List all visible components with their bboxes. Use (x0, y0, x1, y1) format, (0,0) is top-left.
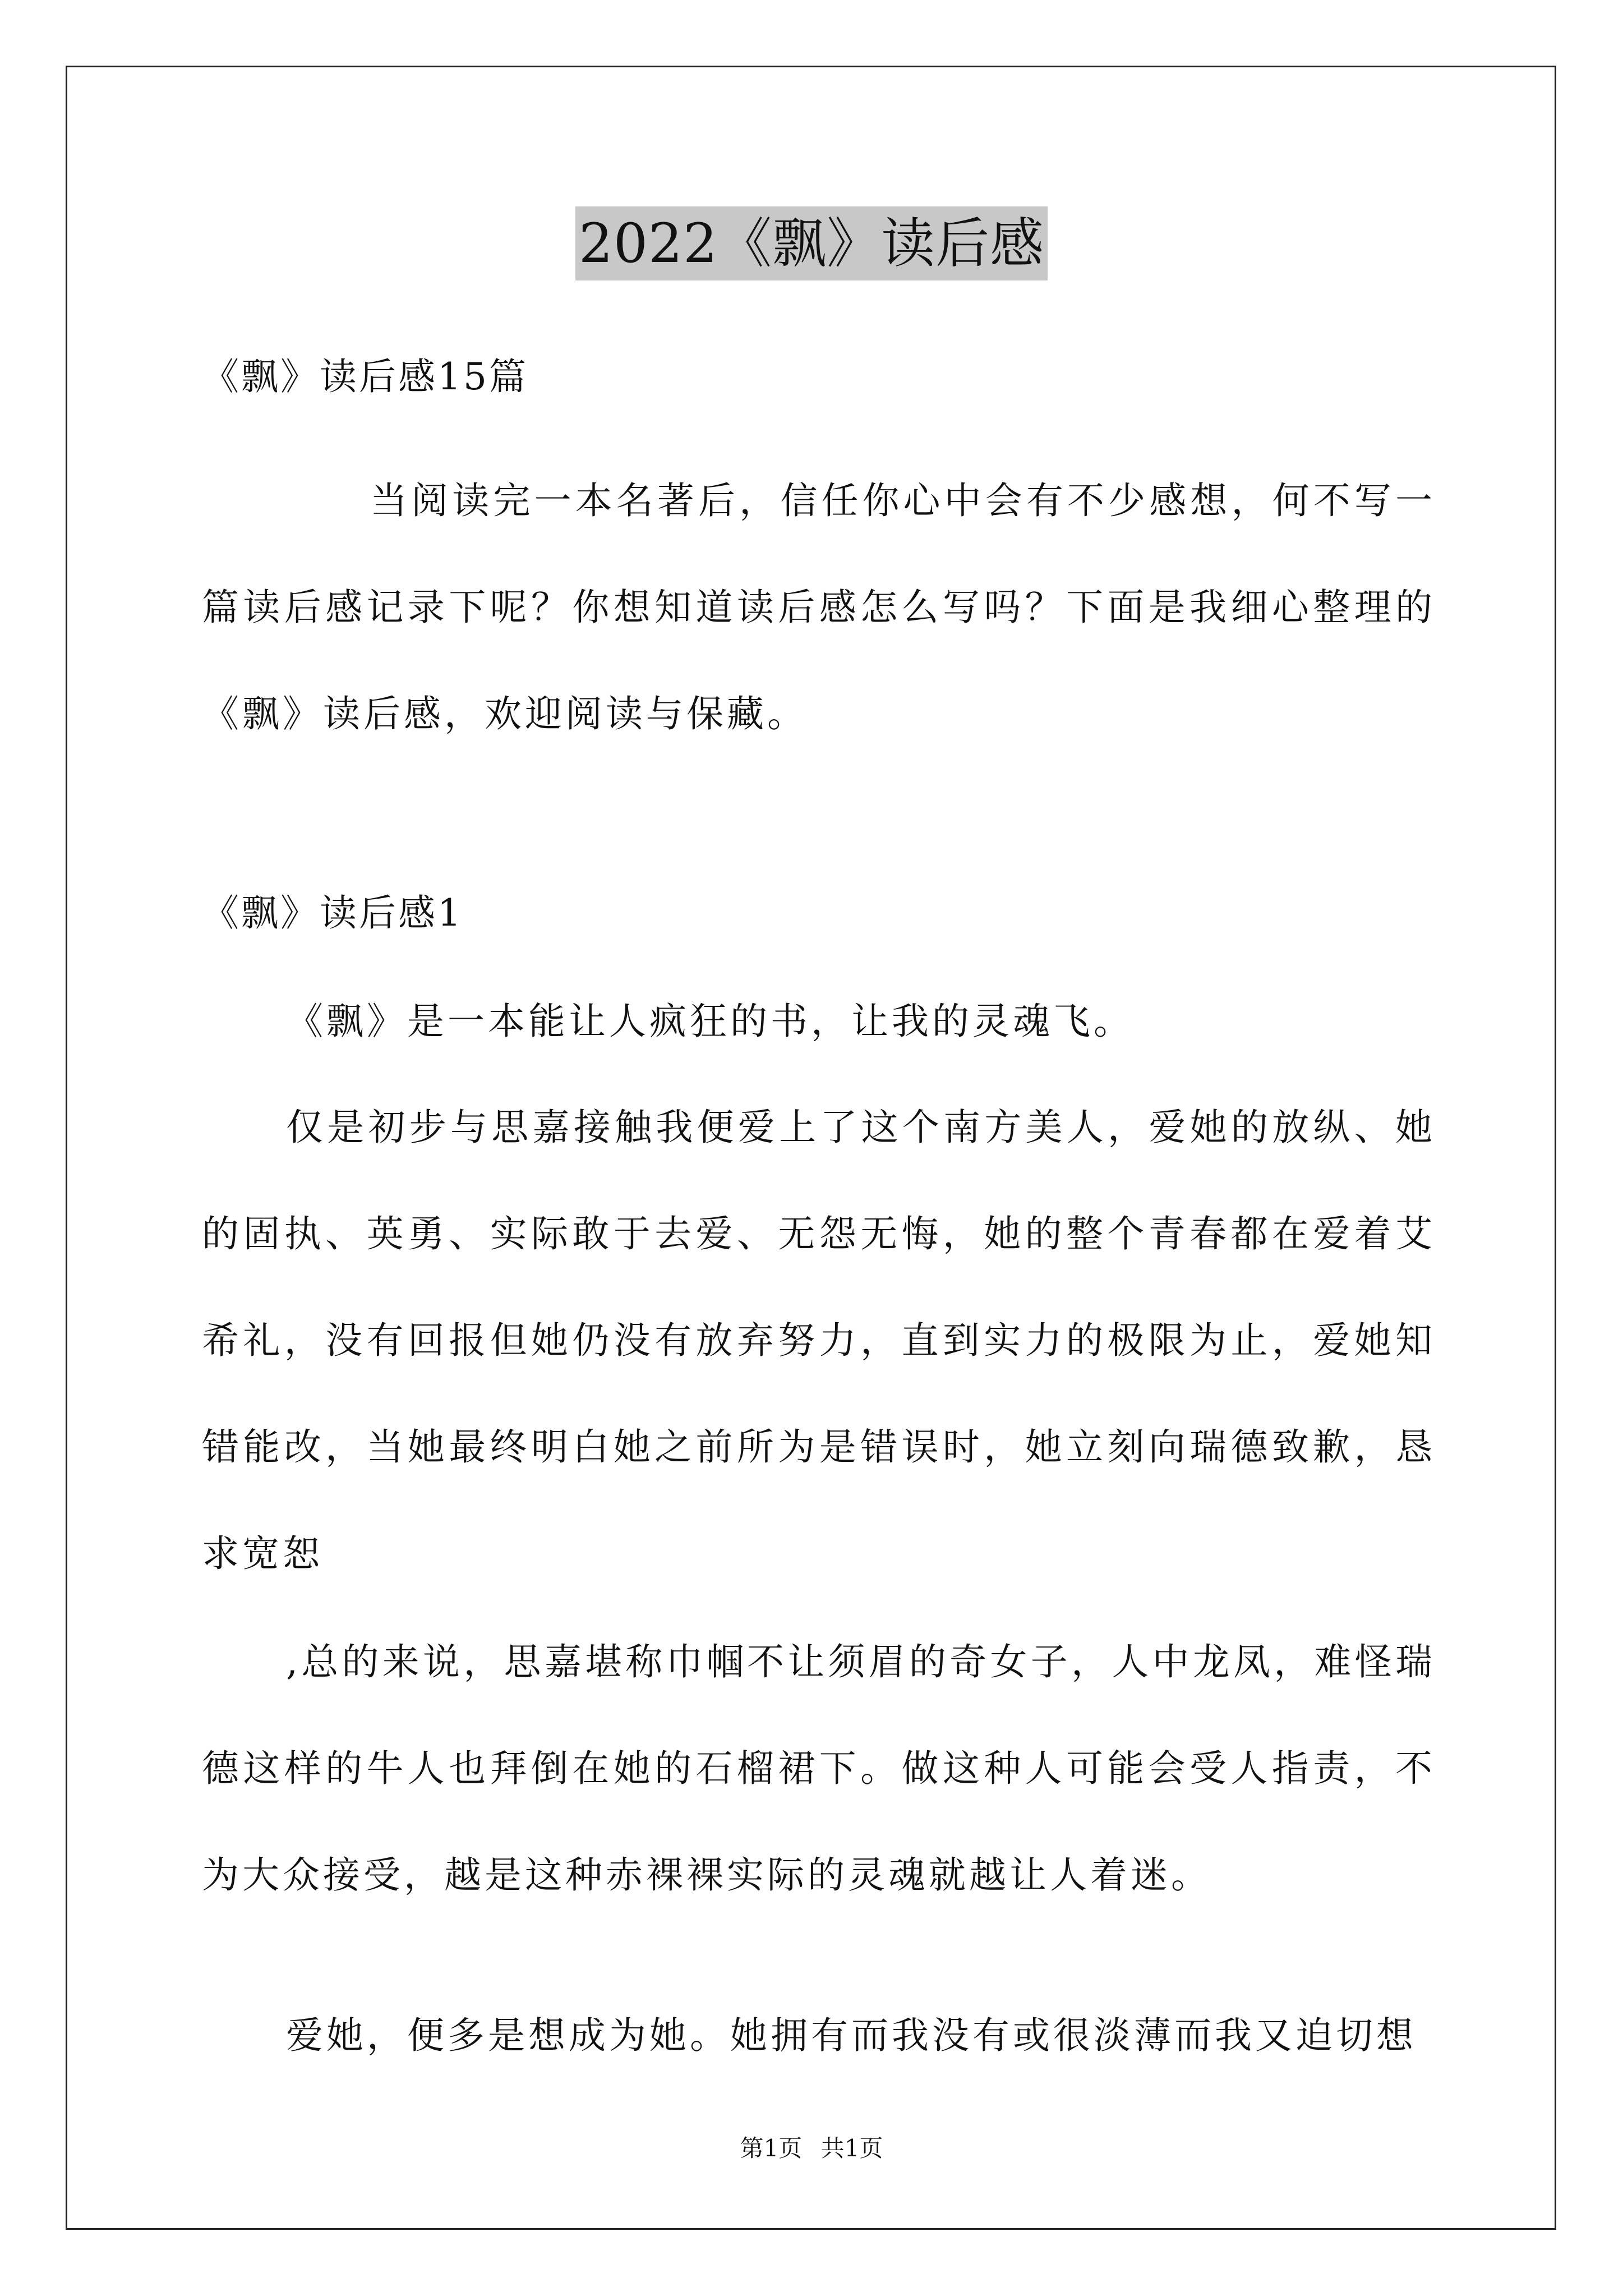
title-container (0, 206, 1623, 280)
body-paragraph-3: ,总的来说，思嘉堪称巾帼不让须眉的奇女子，人中龙凤，难怪瑞德这样的牛人也拜倒在她的石榴裙下。做这种人可能会受人指责，不为大众接受，越是这种赤裸裸实际的灵魂就越让人着迷。 (202, 1640, 1436, 1897)
page-footer (0, 2132, 1623, 2165)
section-heading: 《飘》读后感1 (202, 891, 463, 935)
page-total: 共1页 (820, 2134, 883, 2162)
body-paragraph-4: 爱她，便多是想成为她。她拥有而我没有或很淡薄而我又迫切想 (286, 2014, 1417, 2057)
page-number: 第1页 (740, 2134, 803, 2162)
body-paragraph-2: 仅是初步与思嘉接触我便爱上了这个南方美人，爱她的放纵、她的固执、英勇、实际敢于去爱、无怨无悔，她的整个青春都在爱着艾希礼，没有回报但她仍没有放弃努力，直到实力的极限为止，爱她知错能改，当她最终明白她之前所为是错误时，她立刻向瑞德致歉，恳求宽恕 (202, 1106, 1436, 1575)
intro-paragraph: 当阅读完一本名著后，信任你心中会有不少感想，何不写一篇读后感记录下呢？你想知道读后感怎么写吗？下面是我细心整理的《飘》读后感，欢迎阅读与保藏。 (202, 479, 1436, 735)
body-paragraph-1: 《飘》是一本能让人疯狂的书，让我的灵魂飞。 (286, 1000, 1134, 1043)
document-subtitle: 《飘》读后感15篇 (202, 355, 528, 398)
document-title: 2022《飘》读后感 (575, 206, 1048, 280)
